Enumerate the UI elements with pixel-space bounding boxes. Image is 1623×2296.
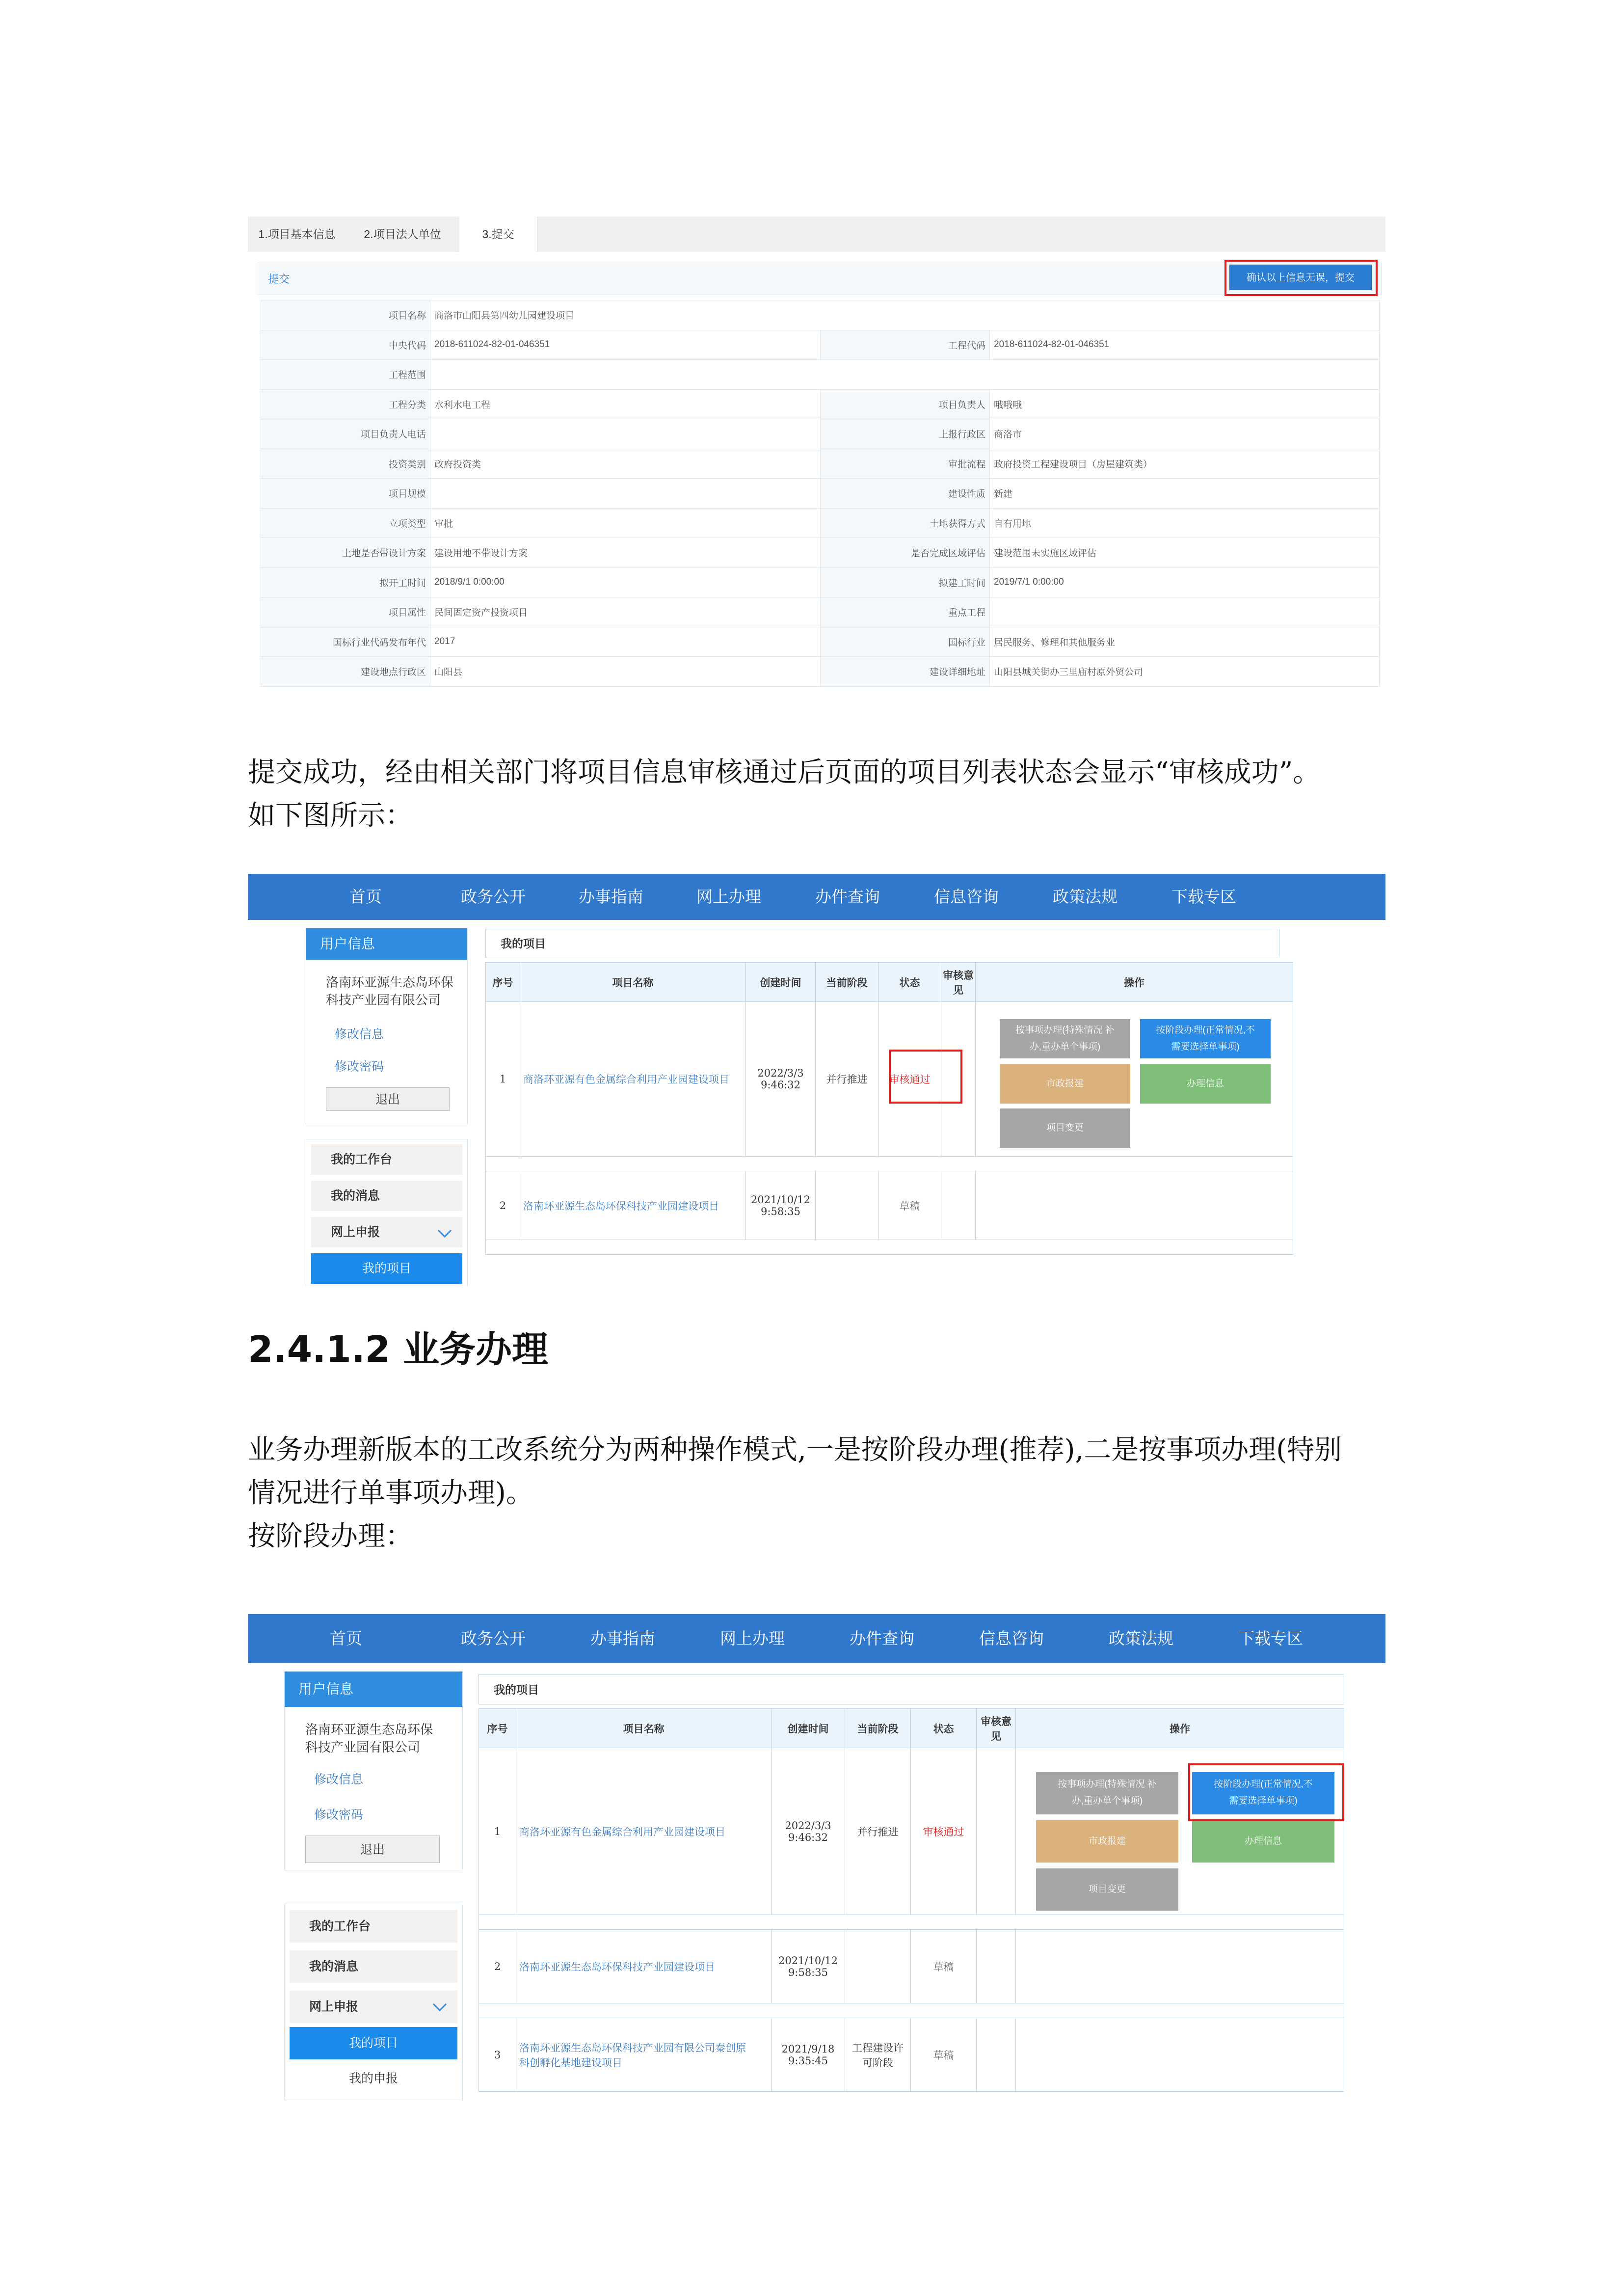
edit-info-link[interactable]: 修改信息 [335, 1027, 384, 1041]
field-value: 建设范围未实施区域评估 [990, 538, 1380, 568]
name-line: 洛南环亚源生态岛环保科技产业园有限公司秦创原 [519, 2042, 746, 2054]
nav-consult[interactable]: 信息咨询 [979, 1629, 1044, 1648]
field-value: 审批 [430, 508, 821, 538]
submit-label: 提交 [268, 273, 290, 285]
col-status: 状态 [911, 1709, 977, 1748]
btn-line: 按阶段办理(正常情况,不 [1214, 1779, 1313, 1789]
field-value: 水利水电工程 [430, 389, 821, 419]
project-change-button[interactable]: 项目变更 [1000, 1108, 1130, 1148]
submit-bar [258, 263, 1382, 295]
form-row [261, 538, 1380, 568]
nav-online[interactable]: 网上办理 [720, 1629, 785, 1648]
field-label: 建设地点行政区 [261, 657, 430, 687]
edit-info-link[interactable]: 修改信息 [314, 1773, 364, 1786]
municipal-report-button[interactable]: 市政报建 [1036, 1820, 1178, 1863]
btn-line: 按事项办理(特殊情况 补 [1015, 1025, 1115, 1035]
cell-no: 1 [479, 1748, 516, 1915]
top-nav [248, 1614, 1385, 1663]
col-stage: 当前阶段 [845, 1709, 911, 1748]
confirm-submit-button[interactable]: 确认以上信息无误，提交 [1229, 265, 1372, 290]
cell-no: 2 [486, 1171, 520, 1240]
by-item-button[interactable] [1000, 1019, 1130, 1058]
text-line: 按阶段办理： [248, 1520, 413, 1552]
field-value: 2019/7/1 0:00:00 [990, 567, 1380, 597]
field-label: 工程代码 [821, 330, 990, 360]
field-label: 工程范围 [261, 360, 430, 390]
project-name-link[interactable]: 洛南环亚源生态岛环保科技产业园建设项目 [516, 1930, 772, 2003]
form-row [261, 508, 1380, 538]
form-row [261, 479, 1380, 509]
field-label: 土地是否带设计方案 [261, 538, 430, 568]
highlight-box [889, 1050, 962, 1104]
form-row [261, 449, 1380, 479]
col-no: 序号 [486, 963, 520, 1002]
time-line: 9:35:45 [788, 2054, 828, 2067]
chevron-down-icon [438, 1224, 452, 1238]
time-line: 2021/10/12 [778, 1954, 838, 1967]
nav-public-affairs[interactable]: 政务公开 [461, 888, 526, 906]
company-name [305, 1721, 433, 1756]
cell-no: 1 [486, 1002, 520, 1157]
highlight-box [1224, 260, 1378, 296]
cell-time [772, 2018, 845, 2092]
nav-guide[interactable]: 办事指南 [590, 1629, 655, 1648]
nav-online[interactable]: 网上办理 [696, 888, 761, 906]
field-label: 工程分类 [261, 389, 430, 419]
paragraph-submit-success [248, 751, 1320, 837]
nav-policy[interactable]: 政策法规 [1109, 1629, 1173, 1648]
col-no: 序号 [479, 1709, 516, 1748]
status-badge: 草稿 [911, 2018, 977, 2092]
project-name-link[interactable] [516, 2018, 772, 2092]
table-row [486, 1171, 1293, 1240]
table-spacer [486, 1240, 1293, 1255]
table-spacer [479, 2003, 1344, 2018]
logout-button[interactable]: 退出 [305, 1836, 440, 1863]
nav-download[interactable]: 下载专区 [1238, 1629, 1303, 1648]
col-review: 审核意见 [941, 963, 976, 1002]
cell-time [746, 1171, 816, 1240]
field-value: 居民服务、修理和其他服务业 [990, 627, 1380, 657]
col-name: 项目名称 [516, 1709, 772, 1748]
field-value: 自有用地 [990, 508, 1380, 538]
col-created: 创建时间 [772, 1709, 845, 1748]
nav-query[interactable]: 办件查询 [815, 888, 880, 906]
user-info-header: 用户信息 [306, 928, 467, 960]
form-row [261, 419, 1380, 449]
text-line: 情况进行单事项办理)。 [248, 1477, 533, 1509]
text-line: 如下图所示： [248, 800, 413, 832]
table-row [479, 1930, 1344, 2003]
company-line: 科技产业园有限公司 [326, 993, 441, 1007]
field-label: 拟开工时间 [261, 567, 430, 597]
edit-password-link[interactable]: 修改密码 [314, 1808, 364, 1822]
field-label: 重点工程 [821, 597, 990, 627]
field-value: 哦哦哦 [990, 389, 1380, 419]
cell-no: 2 [479, 1930, 516, 2003]
field-label: 中央代码 [261, 330, 430, 360]
cell-stage: 并行推进 [845, 1748, 911, 1915]
field-value: 2017 [430, 627, 821, 657]
field-label: 建设性质 [821, 479, 990, 509]
project-name-link[interactable]: 商洛环亚源有色金属综合利用产业园建设项目 [516, 1748, 772, 1915]
text-line: 提交成功，经由相关部门将项目信息审核通过后页面的项目列表状态会显示“审核成功”。 [248, 756, 1321, 788]
time-line: 2021/10/12 [750, 1193, 811, 1206]
btn-line: 按阶段办理(正常情况,不 [1156, 1025, 1255, 1035]
nav-home[interactable]: 首页 [349, 888, 382, 906]
field-value [990, 597, 1380, 627]
field-label: 投资类别 [261, 449, 430, 479]
cell-review [977, 2018, 1016, 2092]
field-label: 审批流程 [821, 449, 990, 479]
process-info-button[interactable]: 办理信息 [1192, 1820, 1334, 1863]
project-list-screenshot-1 [248, 874, 1385, 1275]
field-label: 国标行业代码发布年代 [261, 627, 430, 657]
btn-line: 按事项办理(特殊情况 补 [1058, 1779, 1157, 1789]
nav-home[interactable]: 首页 [330, 1629, 362, 1648]
top-nav [248, 874, 1385, 920]
nav-consult[interactable]: 信息咨询 [934, 888, 999, 906]
municipal-report-button[interactable]: 市政报建 [1000, 1064, 1130, 1104]
cell-ops [1016, 2018, 1344, 2092]
user-info-panel [284, 1671, 463, 1870]
cell-review [977, 1748, 1016, 1915]
btn-line: 办,重办单个事项) [1029, 1042, 1101, 1052]
process-info-button[interactable]: 办理信息 [1140, 1064, 1271, 1104]
my-projects-title: 我的项目 [485, 929, 1279, 957]
status-badge: 草稿 [878, 1171, 941, 1240]
col-ops: 操作 [1016, 1709, 1344, 1748]
field-value: 商洛市山阳县第四幼儿园建设项目 [430, 300, 1380, 330]
menu-messages[interactable]: 我的消息 [311, 1181, 462, 1211]
field-label: 项目名称 [261, 300, 430, 330]
nav-policy[interactable]: 政策法规 [1053, 888, 1117, 906]
table-spacer [486, 1157, 1293, 1171]
field-value: 山阳县城关街办三里庙村原外贸公司 [990, 657, 1380, 687]
form-row [261, 597, 1380, 627]
field-label: 建设详细地址 [821, 657, 990, 687]
company-line: 洛南环亚源生态岛环保 [326, 975, 454, 990]
btn-line: 需要选择单事项) [1229, 1796, 1298, 1806]
form-row [261, 360, 1380, 390]
form-row [261, 567, 1380, 597]
user-info-panel [306, 928, 468, 1124]
logout-button[interactable]: 退出 [326, 1087, 450, 1111]
cell-ops [1016, 1930, 1344, 2003]
by-stage-button[interactable] [1140, 1019, 1271, 1058]
by-item-button[interactable] [1036, 1772, 1178, 1814]
menu-label: 网上申报 [331, 1225, 380, 1239]
field-value [430, 419, 821, 449]
menu-workbench[interactable]: 我的工作台 [311, 1144, 462, 1175]
project-info-table [261, 300, 1380, 687]
side-menu [306, 1139, 468, 1286]
btn-line: 办,重办单个事项) [1071, 1796, 1143, 1806]
field-value: 山阳县 [430, 657, 821, 687]
btn-line: 需要选择单事项) [1171, 1042, 1240, 1052]
company-name [326, 973, 453, 1009]
col-created: 创建时间 [746, 963, 816, 1002]
field-label: 项目属性 [261, 597, 430, 627]
time-line: 2021/9/18 [781, 2043, 835, 2055]
col-review: 审核意见 [977, 1709, 1016, 1748]
field-label: 立项类型 [261, 508, 430, 538]
time-line: 9:58:35 [788, 1966, 828, 1978]
highlight-box [1188, 1763, 1344, 1821]
menu-my-projects[interactable]: 我的项目 [311, 1253, 462, 1284]
status-badge: 草稿 [911, 1930, 977, 2003]
cell-stage [845, 2018, 911, 2092]
form-row [261, 300, 1380, 330]
project-name-link[interactable]: 商洛环亚源有色金属综合利用产业园建设项目 [520, 1002, 746, 1157]
field-label: 国标行业 [821, 627, 990, 657]
nav-download[interactable]: 下载专区 [1171, 888, 1236, 906]
text-line: 业务办理新版本的工改系统分为两种操作模式,一是按阶段办理(推荐),二是按事项办理(特别 [248, 1434, 1342, 1466]
nav-guide[interactable]: 办事指南 [579, 888, 643, 906]
field-value: 民间固定资产投资项目 [430, 597, 821, 627]
step-tabs [248, 216, 1385, 252]
menu-my-projects[interactable]: 我的项目 [290, 2027, 457, 2059]
cell-stage [845, 1930, 911, 2003]
field-value: 建设用地不带设计方案 [430, 538, 821, 568]
chevron-down-icon [433, 1998, 447, 2011]
tab-basic-info[interactable]: 1.项目基本信息 [258, 228, 336, 241]
tab-legal-entity[interactable]: 2.项目法人单位 [364, 228, 441, 241]
paragraph-business-handling [248, 1429, 1342, 1558]
field-label: 拟建工时间 [821, 567, 990, 597]
cell-time [772, 1930, 845, 2003]
name-line: 科创孵化基地建设项目 [519, 2056, 622, 2069]
field-value [430, 360, 1380, 390]
table-spacer [479, 1915, 1344, 1930]
time-line: 9:58:35 [761, 1205, 800, 1217]
cell-ops [976, 1171, 1293, 1240]
field-label: 项目负责人 [821, 389, 990, 419]
section-heading: 2.4.1.2 业务办理 [248, 1328, 549, 1371]
side-menu [284, 1904, 463, 2100]
cell-stage: 并行推进 [816, 1002, 878, 1157]
project-list-screenshot-2 [248, 1614, 1385, 2100]
menu-online-apply[interactable] [311, 1217, 462, 1247]
col-ops: 操作 [976, 963, 1293, 1002]
my-projects-title: 我的项目 [479, 1674, 1344, 1704]
field-label: 上报行政区 [821, 419, 990, 449]
status-badge: 审核通过 [911, 1748, 977, 1915]
field-label: 项目规模 [261, 479, 430, 509]
form-row [261, 657, 1380, 687]
cell-review [941, 1171, 976, 1240]
tab-submit[interactable]: 3.提交 [459, 216, 537, 252]
cell-time: 2022/3/3 9:46:32 [772, 1748, 845, 1915]
user-info-header: 用户信息 [285, 1672, 462, 1707]
form-row [261, 389, 1380, 419]
stage-line: 工程建设许 [852, 2042, 904, 2054]
menu-my-applications[interactable]: 我的申报 [290, 2062, 457, 2095]
menu-label: 网上申报 [309, 2000, 359, 2014]
field-value: 新建 [990, 479, 1380, 509]
menu-online-apply[interactable] [290, 1991, 457, 2023]
field-value: 政府投资类 [430, 449, 821, 479]
project-table [485, 962, 1293, 1255]
cell-time: 2022/3/3 9:46:32 [746, 1002, 816, 1157]
project-change-button[interactable]: 项目变更 [1036, 1868, 1178, 1911]
status-badge: 审核通过 [878, 1002, 941, 1157]
cell-stage [816, 1171, 878, 1240]
field-value: 2018/9/1 0:00:00 [430, 567, 821, 597]
col-status: 状态 [878, 963, 941, 1002]
field-label: 项目负责人电话 [261, 419, 430, 449]
field-value: 商洛市 [990, 419, 1380, 449]
company-line: 科技产业园有限公司 [305, 1740, 421, 1755]
nav-public-affairs[interactable]: 政务公开 [461, 1629, 526, 1648]
field-value: 政府投资工程建设项目（房屋建筑类） [990, 449, 1380, 479]
field-label: 是否完成区域评估 [821, 538, 990, 568]
form-row [261, 627, 1380, 657]
form-row [261, 330, 1380, 360]
col-name: 项目名称 [520, 963, 746, 1002]
cell-no: 3 [479, 2018, 516, 2092]
field-label: 土地获得方式 [821, 508, 990, 538]
nav-query[interactable]: 办件查询 [850, 1629, 914, 1648]
field-value [430, 479, 821, 509]
edit-password-link[interactable]: 修改密码 [335, 1060, 384, 1074]
company-line: 洛南环亚源生态岛环保 [305, 1722, 433, 1737]
project-name-link[interactable]: 洛南环亚源生态岛环保科技产业园建设项目 [520, 1171, 746, 1240]
menu-workbench[interactable]: 我的工作台 [290, 1910, 457, 1943]
col-stage: 当前阶段 [816, 963, 878, 1002]
cell-review [977, 1930, 1016, 2003]
field-value: 2018-611024-82-01-046351 [990, 330, 1380, 360]
menu-messages[interactable]: 我的消息 [290, 1950, 457, 1983]
field-value: 2018-611024-82-01-046351 [430, 330, 821, 360]
table-row [479, 2018, 1344, 2092]
stage-line: 可阶段 [862, 2056, 893, 2069]
submit-form-screenshot [248, 216, 1385, 691]
